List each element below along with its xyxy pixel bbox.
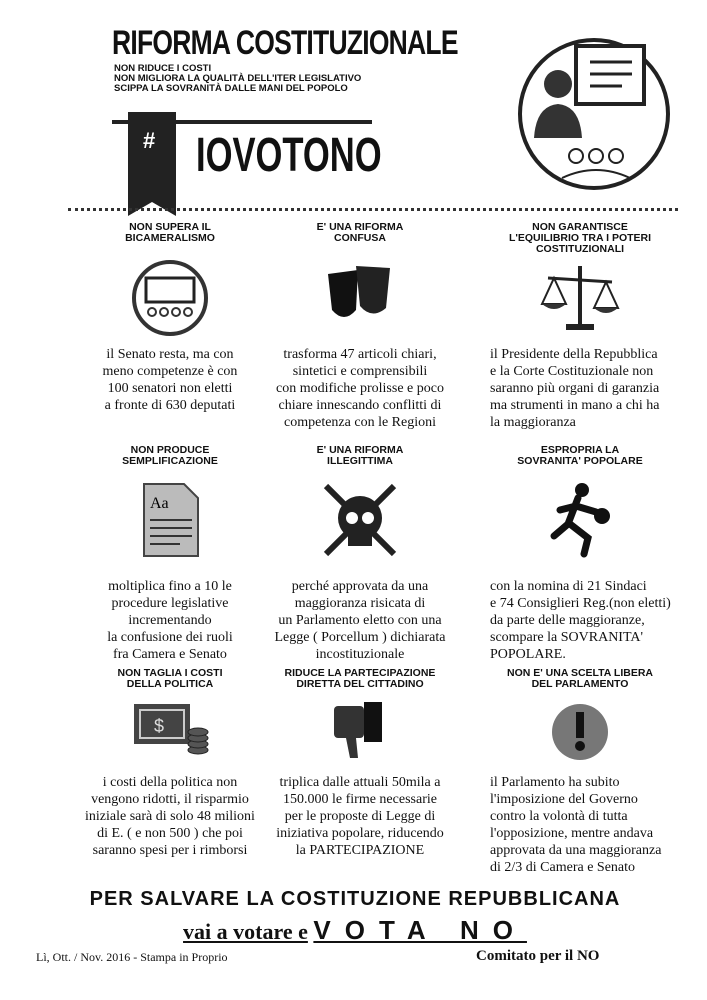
text-line: l'opposizione, mentre andava xyxy=(490,826,654,841)
text-line: incostituzionale xyxy=(315,647,405,662)
text-line: il Presidente della Repubblica xyxy=(490,347,658,362)
text-line: con modifiche prolisse e poco xyxy=(276,381,444,396)
text-line: maggioranza risicata di xyxy=(294,596,426,611)
heading-line: NON E' UNA SCELTA LIBERA xyxy=(507,667,653,679)
section-text xyxy=(260,346,460,431)
dotted-divider xyxy=(68,208,678,211)
text-line: 150.000 le firme necessarie xyxy=(283,792,437,807)
text-line: la maggioranza xyxy=(490,415,576,430)
text-line: a fronte di 630 deputati xyxy=(104,398,236,413)
skull-icon xyxy=(320,480,400,565)
text-line: di 2/3 di Camera e Senato xyxy=(490,860,636,875)
text-line: trasforma 47 articoli chiari, xyxy=(283,347,437,362)
money-icon xyxy=(130,692,210,777)
text-line: Legge ( Porcellum ) dichiarata xyxy=(274,630,446,645)
text-line: la confusione dei ruoli xyxy=(107,630,233,645)
text-line: saranno spesi per i rimborsi xyxy=(92,843,248,858)
ribbon-icon xyxy=(128,112,176,202)
heading-line: NON PRODUCE xyxy=(130,444,210,456)
text-line: vengono ridotti, il risparmio xyxy=(91,792,249,807)
heading-line: DEL PARLAMENTO xyxy=(531,678,629,690)
text-line: meno competenze è con xyxy=(102,364,238,379)
text-line: iniziale sarà di solo 48 milioni xyxy=(85,809,255,824)
section-heading xyxy=(70,668,270,690)
section-text xyxy=(260,774,460,859)
text-line: triplica dalle attuali 50mila a xyxy=(279,775,441,790)
section-text xyxy=(70,578,270,663)
text-line: competenza con le Regioni xyxy=(284,415,436,430)
svg-text:Aa: Aa xyxy=(150,495,169,512)
subtitle xyxy=(114,64,361,94)
committee: Comitato per il NO xyxy=(476,948,600,964)
document-icon xyxy=(130,480,210,565)
heading-line: RIDUCE LA PARTECIPAZIONE xyxy=(284,667,436,679)
exclamation-icon xyxy=(540,692,620,777)
thumbs-down-icon xyxy=(320,692,400,777)
section-text xyxy=(70,346,270,414)
section-heading xyxy=(260,445,460,467)
heading-line: NON SUPERA IL xyxy=(129,221,211,233)
section-heading xyxy=(260,222,460,244)
text-line: perché approvata da una xyxy=(291,579,429,594)
teacher-icon xyxy=(516,26,672,202)
text-line: l'imposizione del Governo xyxy=(490,792,638,807)
text-line: POPOLARE. xyxy=(490,647,566,662)
heading-line: COSTITUZIONALI xyxy=(535,243,625,255)
text-line: incrementando xyxy=(128,613,212,628)
text-line: 100 senatori non eletti xyxy=(107,381,233,396)
text-line: ma strumenti in mano a chi ha xyxy=(490,398,660,413)
section-heading xyxy=(70,445,270,467)
slogan: PER SALVARE LA COSTITUZIONE REPUBBLICANA xyxy=(89,888,621,910)
section-heading xyxy=(480,445,680,467)
text-line: saranno più organi di garanzia xyxy=(490,381,660,396)
heading-line: ESPROPRIA LA xyxy=(540,444,620,456)
heading-line: SEMPLIFICAZIONE xyxy=(122,455,218,467)
text-line: procedure legislative xyxy=(111,596,229,611)
theater-masks-icon xyxy=(320,260,400,345)
heading-line: E' UNA RIFORMA xyxy=(316,221,404,233)
hashtag: IOVOTONO xyxy=(196,129,382,182)
subtitle-line: NON RIDUCE I COSTI xyxy=(114,63,212,74)
heading-line: SOVRANITA' POPOLARE xyxy=(517,455,643,467)
text-line: scompare la SOVRANITA' xyxy=(490,630,644,645)
text-line: un Parlamento eletto con una xyxy=(278,613,442,628)
heading-line: DELLA POLITICA xyxy=(126,678,214,690)
heading-line: NON TAGLIA I COSTI xyxy=(117,667,223,679)
heading-line: L'EQUILIBRIO TRA I POTERI xyxy=(508,232,652,244)
section-text xyxy=(490,774,690,876)
text-line: il Senato resta, ma con xyxy=(106,347,234,362)
section-text xyxy=(260,578,460,663)
text-line: approvata da una maggioranza xyxy=(490,843,662,858)
text-line: sintetici e comprensibili xyxy=(292,364,428,379)
text-line: i costi della politica non xyxy=(102,775,238,790)
section-text xyxy=(490,578,690,663)
svg-text:$: $ xyxy=(154,716,165,736)
thief-icon xyxy=(540,480,620,565)
senate-icon xyxy=(130,260,210,345)
text-line: e la Corte Costituzionale non xyxy=(490,364,654,379)
subtitle-line: NON MIGLIORA LA QUALITÀ DELL'ITER LEGISLATIVO xyxy=(114,73,362,84)
heading-line: BICAMERALISMO xyxy=(125,232,215,244)
section-heading xyxy=(260,668,460,690)
text-line: di E. ( e non 500 ) che poi xyxy=(97,826,243,841)
text-line: e 74 Consiglieri Reg.(non eletti) xyxy=(490,596,671,611)
text-line: fra Camera e Senato xyxy=(113,647,227,662)
text-line: moltiplica fino a 10 le xyxy=(108,579,232,594)
heading-line: NON GARANTISCE xyxy=(532,221,628,233)
heading-line: DIRETTA DEL CITTADINO xyxy=(296,678,424,690)
heading-line: ILLEGITTIMA xyxy=(327,455,393,467)
hash-symbol: # xyxy=(143,128,156,153)
vote-call xyxy=(30,915,680,946)
text-line: con la nomina di 21 Sindaci xyxy=(490,579,647,594)
page-title: RIFORMA COSTITUZIONALE xyxy=(112,24,458,62)
text-line: da parte delle maggioranze, xyxy=(490,613,645,628)
section-heading xyxy=(480,668,680,690)
heading-line: CONFUSA xyxy=(334,232,386,244)
heading-line: E' UNA RIFORMA xyxy=(316,444,404,456)
section-text xyxy=(490,346,690,431)
vote-no: VOTA NO xyxy=(313,915,527,945)
text-line: contro la volontà di tutta xyxy=(490,809,628,824)
section-heading xyxy=(480,222,680,255)
text-line: chiare innescando conflitti di xyxy=(278,398,442,413)
section-heading xyxy=(70,222,270,244)
vote-call-text: vai a votare e xyxy=(183,919,308,944)
subtitle-line: SCIPPA LA SOVRANITÀ DALLE MANI DEL POPOLO xyxy=(114,83,348,94)
section-text xyxy=(70,774,270,859)
print-info: Lì, Ott. / Nov. 2016 - Stampa in Proprio xyxy=(36,950,228,964)
scales-icon xyxy=(540,260,620,345)
text-line: la PARTECIPAZIONE xyxy=(295,843,425,858)
text-line: per le proposte di Legge di xyxy=(284,809,436,824)
text-line: iniziativa popolare, riducendo xyxy=(276,826,444,841)
text-line: il Parlamento ha subito xyxy=(490,775,620,790)
